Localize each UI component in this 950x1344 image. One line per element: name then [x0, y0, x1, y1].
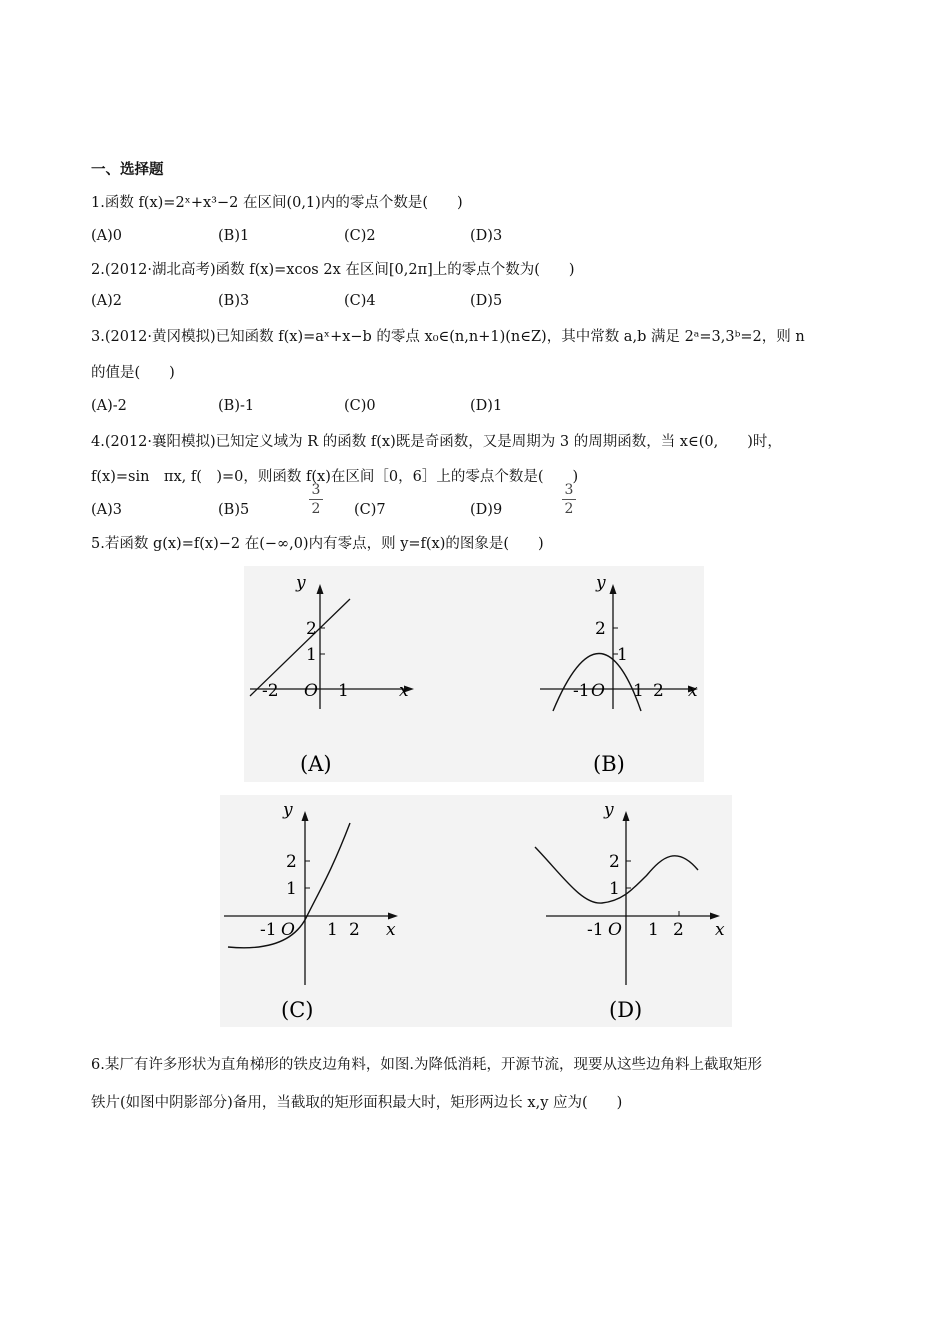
fraction-bar [562, 499, 576, 500]
graph-d-tick-label-neg1: -1 [587, 920, 604, 940]
graph-a-tick-label-1: 1 [306, 645, 317, 665]
q1-option-b[interactable]: (B)1 [218, 228, 250, 244]
question-6-stem-line1: 6.某厂有许多形状为直角梯形的铁皮边角料，如图.为降低消耗，开源节流，现要从这些边角料上截取矩形 [91, 1057, 762, 1073]
graph-c-tick-label-1: 1 [286, 879, 297, 899]
graph-b-tick-label-1: 1 [617, 645, 628, 665]
graph-c-tick-label-2: 2 [286, 852, 297, 872]
graph-d-y-label: y [604, 800, 614, 820]
graph-a-origin-label: O [304, 681, 318, 701]
graph-b-caption: (B) [593, 752, 625, 776]
graph-b-origin-label: O [591, 681, 605, 701]
graph-d-tick-label-x2: 2 [673, 920, 684, 940]
graph-b-tick-label-x1: 1 [633, 681, 644, 701]
graph-d-tick-label-x1: 1 [648, 920, 659, 940]
graph-b-y-label: y [596, 573, 606, 593]
question-2-stem: 2.(2012·湖北高考)函数 f(x)=xcos 2x 在区间[0,2π]上的零点个数为( ) [91, 262, 575, 278]
question-5-stem: 5.若函数 g(x)=f(x)−2 在(−∞,0)内有零点，则 y=f(x)的图象是( ) [91, 536, 544, 552]
graph-d-tick-label-1: 1 [609, 879, 620, 899]
graph-a-tick-label-neg2: -2 [262, 681, 279, 701]
q4-option-c[interactable]: (C)7 [354, 502, 386, 518]
graph-d [532, 795, 732, 1027]
graph-a-x-label: x [399, 681, 409, 701]
q3-option-b[interactable]: (B)-1 [218, 398, 255, 414]
graph-c-x-label: x [386, 920, 396, 940]
question-4-stem-line2: f(x)=sin πx, f( )=0，则函数 f(x)在区间［0，6］上的零点个数是( ) [91, 469, 579, 485]
question-3-stem-line2: 的值是( ) [91, 365, 175, 381]
graph-a-tick-label-x1: 1 [338, 681, 349, 701]
q2-option-c[interactable]: (C)4 [344, 293, 376, 309]
graph-d-x-arrow [710, 913, 720, 920]
question-4-stem-line1: 4.(2012·襄阳模拟)已知定义域为 R 的函数 f(x)既是奇函数，又是周期为 3 的周期函数，当 x∈(0, )时， [91, 434, 782, 450]
graph-d-caption: (D) [609, 998, 643, 1022]
question-1-stem: 1.函数 f(x)=2ˣ+x³−2 在区间(0,1)内的零点个数是( ) [91, 195, 463, 211]
question-3-stem-line1: 3.(2012·黄冈模拟)已知函数 f(x)=aˣ+x−b 的零点 x₀∈(n,n+1)(n∈Z)，其中常数 a,b 满足 2ᵃ=3,3ᵇ=2，则 n [91, 329, 805, 345]
graph-d-tick-label-2: 2 [609, 852, 620, 872]
graph-d-y-arrow [623, 811, 630, 821]
q2-option-b[interactable]: (B)3 [218, 293, 250, 309]
fraction-three-halves [309, 482, 323, 517]
graph-a-y-arrow [317, 584, 324, 594]
q1-option-d[interactable]: (D)3 [470, 228, 503, 244]
graph-b-tick-label-neg1: -1 [573, 681, 590, 701]
fraction-numerator: 3 [311, 482, 321, 498]
graph-b-tick-label-2: 2 [595, 619, 606, 639]
graph-c-caption: (C) [281, 998, 314, 1022]
fraction-numerator: 3 [564, 482, 574, 498]
q4-option-a[interactable]: (A)3 [91, 502, 123, 518]
graph-b-y-arrow [610, 584, 617, 594]
q2-option-a[interactable]: (A)2 [91, 293, 123, 309]
graph-d-origin-label: O [608, 920, 622, 940]
q4-option-d[interactable]: (D)9 [470, 502, 503, 518]
graph-b-x-label: x [688, 681, 698, 701]
graph-a-caption: (A) [300, 752, 332, 776]
q4-option-b[interactable]: (B)5 [218, 502, 250, 518]
fraction-three-halves [562, 482, 576, 517]
question-6-stem-line2: 铁片(如图中阴影部分)备用，当截取的矩形面积最大时，矩形两边长 x,y 应为( ) [91, 1095, 623, 1111]
q3-option-a[interactable]: (A)-2 [91, 398, 127, 414]
graph-a-tick-label-2: 2 [306, 619, 317, 639]
fraction-denominator: 2 [311, 501, 321, 517]
graph-panel-bottom [220, 795, 732, 1027]
graph-b [533, 566, 704, 782]
q2-option-d[interactable]: (D)5 [470, 293, 503, 309]
graph-c-tick-label-x2: 2 [349, 920, 360, 940]
fraction-denominator: 2 [564, 501, 574, 517]
graph-c-tick-label-x1: 1 [327, 920, 338, 940]
graph-a-y-label: y [296, 573, 306, 593]
q1-option-a[interactable]: (A)0 [91, 228, 123, 244]
q3-option-c[interactable]: (C)0 [344, 398, 376, 414]
graph-b-tick-label-x2: 2 [653, 681, 664, 701]
graph-c-origin-label: O [281, 920, 295, 940]
graph-c-y-arrow [302, 811, 309, 821]
fraction-bar [309, 499, 323, 500]
graph-c-tick-label-neg1: -1 [260, 920, 277, 940]
q3-option-d[interactable]: (D)1 [470, 398, 503, 414]
graph-b-container [533, 566, 704, 782]
graph-d-x-label: x [715, 920, 725, 940]
graph-c-y-label: y [283, 800, 293, 820]
graph-c-x-arrow [388, 913, 398, 920]
q1-option-c[interactable]: (C)2 [344, 228, 376, 244]
graph-c [220, 795, 470, 1027]
section-title: 一、选择题 [91, 162, 164, 178]
